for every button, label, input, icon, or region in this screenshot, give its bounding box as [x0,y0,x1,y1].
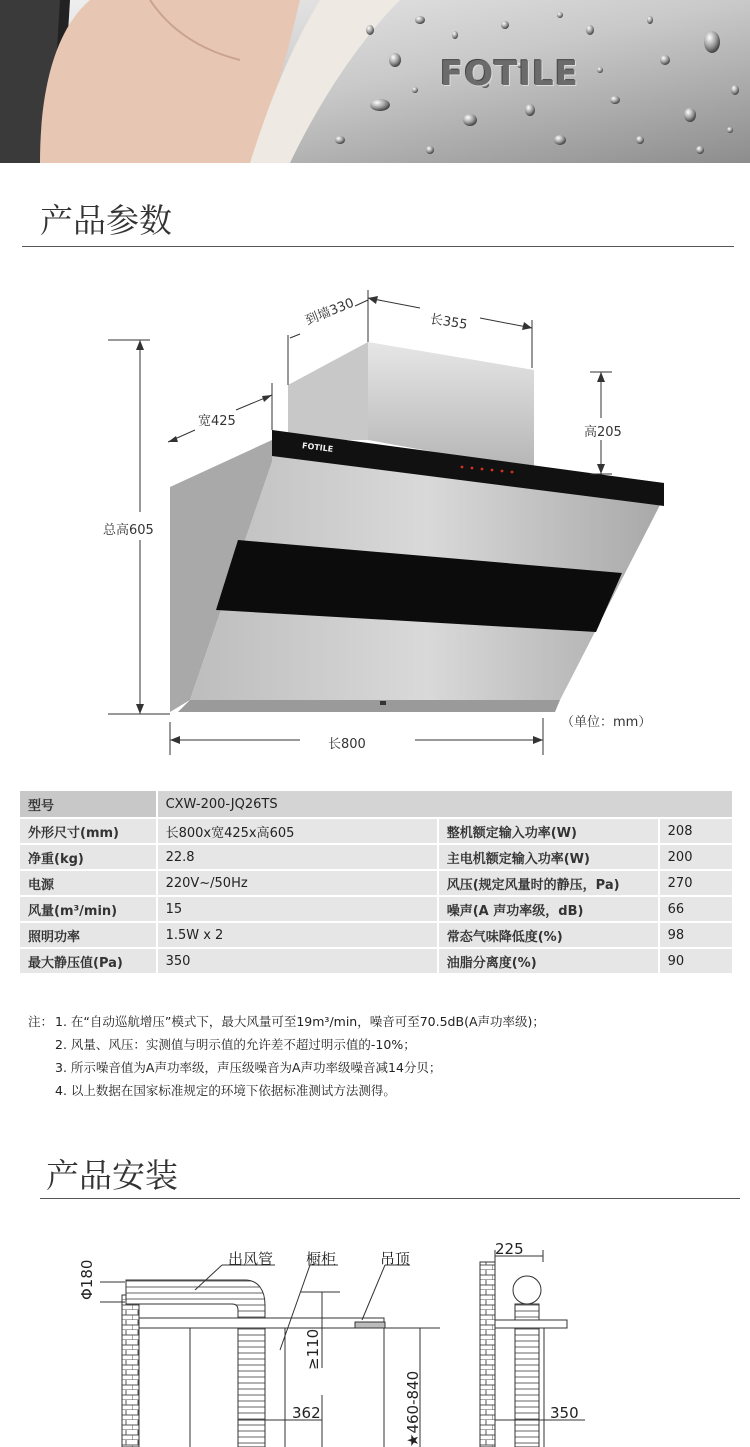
spec-label: 主电机额定输入功率(W) [439,845,658,869]
dim-width: 宽425 [198,414,236,429]
table-row [20,923,732,947]
table-row [20,949,732,973]
spec-value: 22.8 [158,845,437,869]
spec-label: 噪声(A 声功率级，dB) [439,897,658,921]
spec-label: 外形尺寸(mm) [20,819,156,843]
spec-value: 208 [660,819,732,843]
params-divider [22,246,734,247]
note-text: 2. 风量、风压：实测值与明示值的允许差不超过明示值的-10%； [55,1037,416,1052]
spec-value: 长800x宽425x高605 [158,819,437,843]
spec-value: 90 [660,949,732,973]
dim-min-gap: ≥110 [304,1328,322,1370]
spec-label: 风量(m³/min) [20,897,156,921]
note-text: 4. 以上数据在国家标准规定的环境下依据标准测试方法测得。 [55,1083,396,1098]
label-outlet-pipe: 出风管 [228,1250,274,1268]
spec-label: 风压(规定风量时的静压，Pa) [439,871,658,895]
spec-value: 200 [660,845,732,869]
install-diagram [0,1230,750,1447]
spec-value: 270 [660,871,732,895]
dim-top-length: 长355 [428,312,469,333]
dim-height-range: ★460-840 [404,1370,422,1447]
model-label: 型号 [20,791,156,817]
dim-length: 长800 [328,737,366,752]
note-text: 1. 在“自动巡航增压”模式下，最大风量可至19m³/min，噪音可至70.5dB(A声功率级)； [55,1014,545,1029]
spec-label: 净重(kg) [20,845,156,869]
spec-value: 66 [660,897,732,921]
spec-label: 油脂分离度(%) [439,949,658,973]
table-row [20,871,732,895]
spec-value: 1.5W x 2 [158,923,437,947]
install-divider [40,1198,740,1199]
install-title: 产品安装 [46,1156,178,1195]
note-item [28,1079,545,1102]
spec-label: 整机额定输入功率(W) [439,819,658,843]
spec-table [18,789,734,975]
table-row [20,819,732,843]
hero-image [0,0,750,163]
note-item [28,1056,545,1079]
notes [28,1010,545,1102]
notes-prefix: 注： [28,1014,54,1029]
label-ceiling: 吊顶 [380,1250,411,1268]
brand-logo: FOTILE [440,54,579,94]
model-value: CXW-200-JQ26TS [158,791,732,817]
params-title: 产品参数 [40,201,172,240]
spec-label: 电源 [20,871,156,895]
dim-top-depth: 到墙330 [303,295,357,329]
dim-total-height: 总高605 [103,523,154,538]
dim-top-height: 高205 [584,425,622,440]
spec-label: 照明功率 [20,923,156,947]
note-text: 3. 所示噪音值为A声功率级，声压级噪音为A声功率级噪音减14分贝； [55,1060,442,1075]
hero-banner [0,0,750,163]
table-row [20,897,732,921]
dim-side-width: 225 [495,1240,524,1258]
dim-pipe-diameter: Φ180 [78,1259,96,1300]
dim-side-depth: 350 [550,1404,579,1422]
unit-note: （单位：mm） [561,715,652,730]
hood-brand-label: FOTILE [301,441,334,454]
spec-value: 350 [158,949,437,973]
label-cabinet: 橱柜 [306,1250,337,1268]
spec-value: 15 [158,897,437,921]
note-item [28,1033,545,1056]
spec-label: 最大静压值(Pa) [20,949,156,973]
table-row [20,845,732,869]
spec-label: 常态气味降低度(%) [439,923,658,947]
note-item [28,1010,545,1033]
table-row [20,791,732,817]
spec-value: 220V~/50Hz [158,871,437,895]
spec-value: 98 [660,923,732,947]
dim-front-depth: 362 [292,1404,321,1422]
